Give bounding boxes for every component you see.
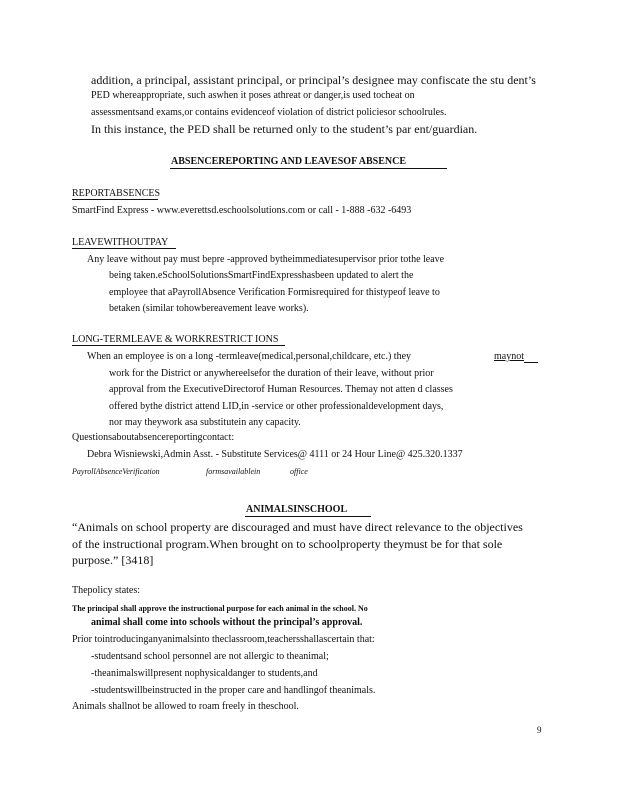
section-title-underline bbox=[170, 168, 447, 169]
animals-list-item-3: -studentswillbeinstructed in the proper care and handlingof theanimals. bbox=[91, 685, 376, 696]
animals-list-item-1: -studentsand school personnel are not allergic to theanimal; bbox=[91, 651, 329, 662]
report-absences-line: SmartFind Express - www.everettsd.eschoolsolutions.com or call - 1-888 -632 -6493 bbox=[72, 205, 412, 216]
policy-bold-line-2: animal shall come into schools without the principal’s approval. bbox=[91, 617, 363, 628]
leave-line-3: employee that aPayrollAbsence Verification Formisrequired for thistypeof leave to bbox=[109, 287, 440, 298]
long-term-line-5: nor may theywork asa substitutein any capacity. bbox=[109, 417, 301, 428]
ped-line-2: PED whereappropriate, such aswhen it poses athreat or danger,is used tocheat on bbox=[91, 90, 415, 101]
ped-line-1: addition, a principal, assistant principal, or principal’s designee may confiscate the stu dent’s bbox=[91, 73, 536, 87]
long-term-line-4: offered bythe district attend LID,in -service or other professionaldevelopment days, bbox=[109, 401, 444, 412]
leave-line-1: Any leave without pay must bepre -approved bytheimmediatesupervisor prior tothe leave bbox=[87, 254, 445, 265]
long-term-emphasis-underline-tail bbox=[524, 362, 538, 363]
long-term-line-3: approval from the ExecutiveDirectorof Human Resources. Themay not atten d classes bbox=[109, 384, 453, 395]
report-absences-underline bbox=[72, 199, 158, 200]
animals-prior-line: Prior tointroducinganyanimalsinto theclassroom,teachersshallascertain that: bbox=[72, 634, 375, 645]
ped-line-3: assessmentsand exams,or contains evidenceof violation of district policiesor schoolrules. bbox=[91, 107, 447, 118]
long-term-line-2: work for the District or anywhereelsefor the duration of their leave, without prior bbox=[109, 368, 434, 379]
animals-quote-line-3: purpose.” [3418] bbox=[72, 553, 154, 567]
policy-bold-line-1: The principal shall approve the instructional purpose for each animal in the school. No bbox=[72, 604, 368, 613]
leave-without-pay-heading: LEAVEWITHOUTPAY bbox=[72, 237, 169, 248]
animals-quote-line-1: “Animals on school property are discouraged and must have direct relevance to the objectives bbox=[72, 520, 523, 534]
contact-line: Debra Wisniewski,Admin Asst. - Substitute Services@ 4111 or 24 Hour Line@ 425.320.1337 bbox=[87, 449, 463, 460]
report-absences-heading: REPORTABSENCES bbox=[72, 188, 161, 199]
long-term-leave-underline bbox=[72, 345, 285, 346]
footnote-office: office bbox=[290, 467, 308, 476]
leave-line-4: betaken (similar tohowbereavement leave works). bbox=[109, 303, 309, 314]
animals-list-item-2: -theanimalswillpresent nophysicaldanger to students,and bbox=[91, 668, 318, 679]
leave-line-2: being taken.eSchoolSolutionsSmartFindExpresshasbeen updated to alert the bbox=[109, 270, 414, 281]
contact-question: Questionsaboutabsencereportingcontact: bbox=[72, 432, 235, 443]
section-title: ABSENCEREPORTING AND LEAVESOF ABSENCE bbox=[171, 156, 406, 167]
animals-last-line: Animals shallnot be allowed to roam freely in theschool. bbox=[72, 701, 299, 712]
animals-title-underline bbox=[245, 516, 371, 517]
leave-without-pay-underline bbox=[72, 248, 176, 249]
ped-line-4: In this instance, the PED shall be returned only to the student’s par ent/guardian. bbox=[91, 122, 478, 136]
page-number: 9 bbox=[537, 725, 542, 735]
animals-quote-line-2: of the instructional program.When brought on to schoolproperty theymust be for that sole bbox=[72, 537, 503, 551]
footnote-available: formsavailablein bbox=[206, 467, 261, 476]
animals-section-title: ANIMALSINSCHOOL bbox=[246, 504, 348, 515]
long-term-line-1: When an employee is on a long -termleave(medical,personal,childcare, etc.) they bbox=[87, 351, 412, 362]
footnote-form-name: PayrollAbsenceVerification bbox=[72, 467, 160, 476]
long-term-line-1-emphasis: maynot bbox=[494, 351, 524, 362]
policy-states: Thepolicy states: bbox=[72, 585, 141, 596]
long-term-leave-heading: LONG-TERMLEAVE & WORKRESTRICT IONS bbox=[72, 334, 279, 345]
